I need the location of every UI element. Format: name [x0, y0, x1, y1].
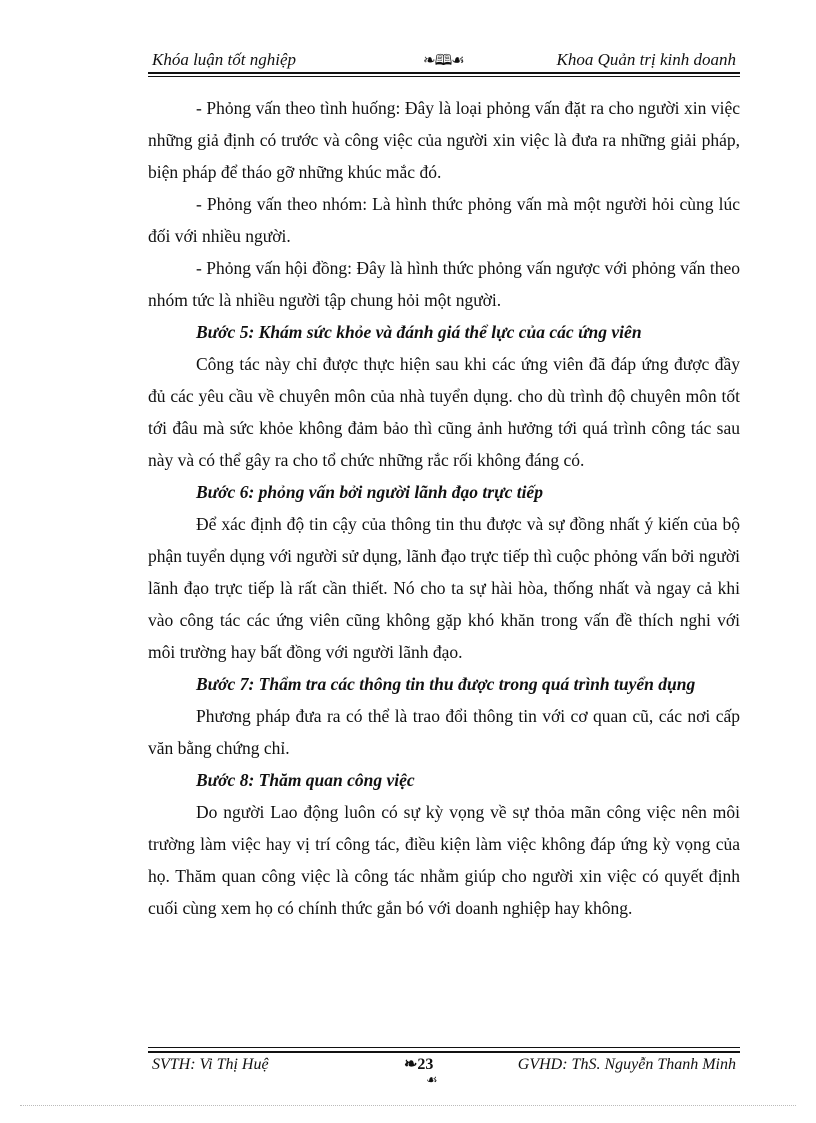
page-header	[148, 48, 740, 72]
header-rule-thick	[148, 72, 740, 74]
footer-advisor-label: GVHD: ThS. Nguyễn Thanh Minh	[517, 1056, 736, 1073]
paragraph-situational-interview: - Phỏng vấn theo tình huống: Đây là loại phỏng vấn đặt ra cho người xin việc những giả định có trước và công việc của người xin việc là đưa ra những giải pháp, biện pháp để tháo gỡ những khúc mắc đó.	[148, 98, 740, 182]
footer-rule-thin	[148, 1047, 740, 1048]
document-body	[148, 92, 740, 924]
footer-ornament-icon: ☙	[426, 1072, 438, 1087]
paragraph-group-interview: - Phỏng vấn theo nhóm: Là hình thức phỏng vấn mà một người hỏi cùng lúc đối với nhiều người.	[148, 194, 740, 246]
page-number-value: 23	[417, 1056, 434, 1073]
heading-step-5: Bước 5: Khám sức khỏe và đánh giá thể lực của các ứng viên	[196, 322, 642, 342]
paragraph-step-7: Phương pháp đưa ra có thể là trao đổi thông tin với cơ quan cũ, các nơi cấp văn bằng chứng chỉ.	[148, 706, 740, 758]
header-thesis-label: Khóa luận tốt nghiệp	[152, 50, 297, 69]
paragraph-step-5: Công tác này chỉ được thực hiện sau khi các ứng viên đã đáp ứng được đầy đủ các yêu cầu về chuyên môn của nhà tuyển dụng. cho dù trình độ chuyên môn tốt tới đâu mà sức khỏe không đảm bảo thì cũng ảnh hưởng tới quá trình công tác sau này và có thể gây ra cho tổ chức những rắc rối không đáng có.	[148, 354, 740, 470]
heading-step-6: Bước 6: phỏng vấn bởi người lãnh đạo trực tiếp	[196, 482, 543, 502]
page-footer	[148, 1054, 740, 1087]
heading-step-8: Bước 8: Thăm quan công việc	[196, 770, 415, 790]
paragraph-panel-interview: - Phỏng vấn hội đồng: Đây là hình thức phỏng vấn ngược với phỏng vấn theo nhóm tức là nhiều người tập chung hỏi một người.	[148, 258, 740, 310]
paragraph-step-6: Để xác định độ tin cậy của thông tin thu được và sự đồng nhất ý kiến của bộ phận tuyển dụng với người sử dụng, lãnh đạo trực tiếp thì cuộc phỏng vấn bởi người lãnh đạo trực tiếp là rất cần thiết. Nó cho ta sự hài hòa, thống nhất và ngay cả khi vào công tác các ứng viên cũng không gặp khó khăn trong vấn đề thích nghi với môi trường hay bất đồng với người lãnh đạo.	[148, 514, 740, 662]
header-ornament-icon: ❧🕮☙	[423, 53, 464, 69]
paragraph-step-8: Do người Lao động luôn có sự kỳ vọng về sự thỏa mãn công việc nên môi trường làm việc hay vị trí công tác, điều kiện làm việc không đáp ứng kỳ vọng của họ. Thăm quan công việc là công tác nhằm giúp cho người xin việc có quyết định cuối cùng xem họ có chính thức gắn bó với doanh nghiệp hay không.	[148, 802, 740, 918]
heading-step-7: Bước 7: Thẩm tra các thông tin thu được trong quá trình tuyển dụng	[196, 674, 696, 694]
header-faculty-label: Khoa Quản trị kinh doanh	[556, 50, 736, 69]
header-rule-thin	[148, 76, 740, 77]
footer-student-label: SVTH: Vi Thị Huệ	[152, 1056, 269, 1073]
page-number-ornament-icon: ❧	[404, 1056, 418, 1073]
page-bottom-dotted-line	[20, 1105, 796, 1106]
page-number	[404, 1054, 433, 1074]
footer-rule-thick	[148, 1051, 740, 1053]
